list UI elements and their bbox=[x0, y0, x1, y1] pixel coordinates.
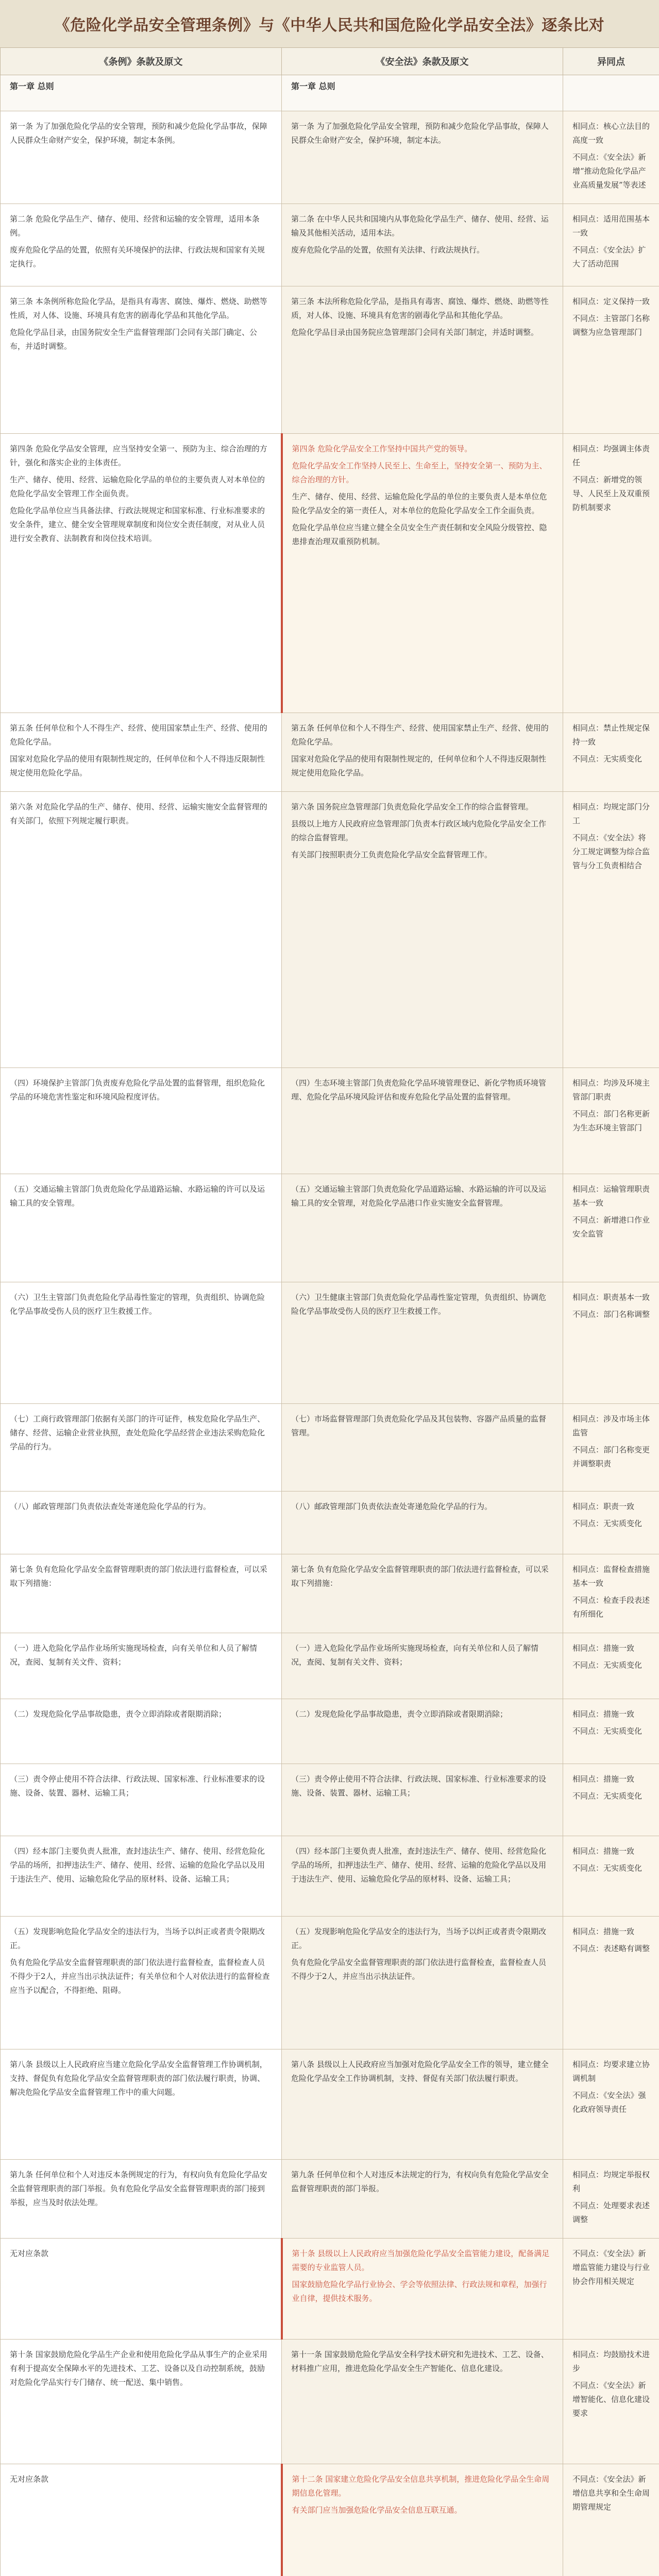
chapter-row bbox=[1, 75, 659, 111]
right-text: 不同点：无实质变化 bbox=[572, 1726, 643, 1736]
left-text: （七）工商行政管理部门依据有关部门的许可证件，核发危险化学品生产、储存、经营、运输企业营业执照，查处危险化学品经营企业违法采购危险化学品的行为。 bbox=[10, 1414, 265, 1451]
right-text: 不同点：主管部门名称调整为应急管理部门 bbox=[572, 314, 650, 337]
left-text: 第八条 县级以上人民政府应当建立危险化学品安全监督管理工作协调机制，支持、督促负有危险化学品安全监督管理职责的部门依法履行职责，协调、解决危险化学品安全监督管理工作中的重大问题。 bbox=[10, 2060, 267, 2097]
left-text: 危险化学品单位应当具备法律、行政法规规定和国家标准、行业标准要求的安全条件，建立、健全安全管理规章制度和岗位安全责任制度，对从业人员进行安全教育、法制教育和岗位技术培训。 bbox=[10, 506, 265, 543]
regulation-cell bbox=[1, 2239, 282, 2340]
regulation-cell bbox=[1, 2340, 282, 2464]
right-text: 相同点：措施一致 bbox=[572, 1709, 635, 1719]
difference-cell bbox=[563, 1282, 659, 1404]
regulation-cell bbox=[1, 1404, 282, 1492]
right-text: 不同点：无实质变化 bbox=[572, 1791, 643, 1801]
difference-cell bbox=[563, 2049, 659, 2160]
mid-text: （五）交通运输主管部门负责危险化学品道路运输、水路运输的许可以及运输工具的安全管理，对危险化学品港口作业实施安全监督管理。 bbox=[291, 1184, 547, 1208]
law-cell bbox=[282, 204, 563, 286]
header-regulation: 《条例》条款及原文 bbox=[1, 48, 282, 75]
law-cell bbox=[282, 1917, 563, 2049]
left-text: （六）卫生主管部门负责危险化学品毒性鉴定的管理，负责组织、协调危险化学品事故受伤人员的医疗卫生救援工作。 bbox=[10, 1293, 265, 1316]
difference-cell bbox=[563, 1633, 659, 1699]
mid-text: 生产、储存、使用、经营、运输危险化学品的单位的主要负责人是本单位危险化学品安全的第一责任人，对本单位的危险化学品安全工作全面负责。 bbox=[292, 492, 547, 515]
right-text: 不同点：《安全法》强化政府领导责任 bbox=[572, 2091, 646, 2114]
regulation-cell bbox=[1, 2049, 282, 2160]
comparison-table bbox=[0, 47, 659, 2576]
left-text: （八）邮政管理部门负责依法查处寄递危险化学品的行为。 bbox=[10, 1502, 211, 1511]
regulation-cell bbox=[1, 1554, 282, 1633]
comparison-row bbox=[1, 286, 659, 434]
right-text: 不同点：《安全法》新增信息共享和全生命周期管理规定 bbox=[572, 2475, 650, 2512]
left-text: （二）发现危险化学品事故隐患，责令立即消除或者限期消除； bbox=[10, 1709, 227, 1719]
mid-text: 第八条 县级以上人民政府应当加强对危险化学品安全工作的领导，建立健全危险化学品安全工作协调机制，支持、督促有关部门依法履行职责。 bbox=[291, 2060, 549, 2083]
mid-text: 第五条 任何单位和个人不得生产、经营、使用国家禁止生产、经营、使用的危险化学品。 bbox=[291, 723, 549, 747]
law-cell bbox=[282, 792, 563, 1068]
mid-text: 有关部门按照职责分工负责危险化学品安全监督管理工作。 bbox=[291, 850, 493, 859]
comparison-row bbox=[1, 1492, 659, 1554]
comparison-row bbox=[1, 2239, 659, 2340]
mid-text: （四）生态环境主管部门负责危险化学品环境管理登记、新化学物质环境管理、危险化学品环境风险评估和废弃危险化学品处置的监督管理。 bbox=[291, 1078, 547, 1101]
mid-text: 第九条 任何单位和个人对违反本法规定的行为，有权向负有危险化学品安全监督管理职责的部门举报。 bbox=[291, 2170, 549, 2193]
right-text: 相同点：涉及市场主体监管 bbox=[572, 1414, 650, 1437]
law-cell bbox=[282, 713, 563, 792]
right-text: 相同点：禁止性规定保持一致 bbox=[572, 723, 650, 747]
regulation-cell bbox=[1, 1764, 282, 1836]
header-differences: 异同点 bbox=[563, 48, 659, 75]
mid-text: （一）进入危险化学品作业场所实施现场检查，向有关单位和人员了解情况，查阅、复制有关文件、资料； bbox=[291, 1643, 539, 1667]
mid-text: 第七条 负有危险化学品安全监督管理职责的部门依法进行监督检查，可以采取下列措施： bbox=[291, 1565, 549, 1588]
right-text: 不同点：《安全法》新增监管能力建设与行业协会作用相关规定 bbox=[572, 2249, 650, 2286]
right-text: 不同点：《安全法》新增智能化、信息化建设要求 bbox=[572, 2381, 650, 2418]
left-text: 无对应条款 bbox=[10, 2249, 49, 2258]
comparison-row bbox=[1, 2340, 659, 2464]
regulation-cell bbox=[1, 286, 282, 434]
difference-cell bbox=[563, 1764, 659, 1836]
right-text: 不同点：部门名称更新为生态环境主管部门 bbox=[572, 1109, 650, 1132]
law-cell bbox=[282, 75, 563, 111]
left-text: 废弃危险化学品的处置，依照有关环境保护的法律、行政法规和国家有关规定执行。 bbox=[10, 245, 265, 268]
comparison-row bbox=[1, 1554, 659, 1633]
difference-cell bbox=[563, 204, 659, 286]
mid-text: 第二条 在中华人民共和国境内从事危险化学品生产、储存、使用、经营、运输及其他相关活动，适用本法。 bbox=[291, 214, 549, 238]
left-text: 第四条 危险化学品安全管理，应当坚持安全第一、预防为主、综合治理的方针，强化和落实企业的主体责任。 bbox=[10, 444, 267, 467]
law-cell bbox=[282, 1764, 563, 1836]
regulation-cell bbox=[1, 1699, 282, 1764]
right-text: 不同点：无实质变化 bbox=[572, 1660, 643, 1670]
law-cell bbox=[282, 2464, 563, 2576]
difference-cell bbox=[563, 1068, 659, 1174]
difference-cell bbox=[563, 1492, 659, 1554]
difference-cell bbox=[563, 286, 659, 434]
right-text: 不同点：表述略有调整 bbox=[572, 1944, 650, 1953]
comparison-row bbox=[1, 1836, 659, 1917]
page-title: 《危险化学品安全管理条例》与《中华人民共和国危险化学品安全法》逐条比对 bbox=[0, 0, 659, 47]
right-text: 相同点：措施一致 bbox=[572, 1927, 635, 1936]
left-text: 第十条 国家鼓励危险化学品生产企业和使用危险化学品从事生产的企业采用有利于提高安全保障水平的先进技术、工艺、设备以及自动控制系统，鼓励对危险化学品实行专门储存、统一配送、集中销售。 bbox=[10, 2350, 267, 2387]
regulation-cell bbox=[1, 1068, 282, 1174]
left-text: （四）环境保护主管部门负责废弃危险化学品处置的监督管理，组织危险化学品的环境危害性鉴定和环境风险程度评估。 bbox=[10, 1078, 265, 1101]
regulation-cell bbox=[1, 1917, 282, 2049]
comparison-row bbox=[1, 204, 659, 286]
difference-cell bbox=[563, 1174, 659, 1282]
left-text: （三）责令停止使用不符合法律、行政法规、国家标准、行业标准要求的设施、设备、装置、器材、运输工具； bbox=[10, 1774, 265, 1798]
comparison-row bbox=[1, 2464, 659, 2576]
mid-text: 危险化学品目录由国务院应急管理部门会同有关部门制定，并适时调整。 bbox=[291, 328, 539, 337]
right-text: 不同点：新增党的领导、人民至上及双重预防机制要求 bbox=[572, 475, 650, 512]
regulation-cell bbox=[1, 1492, 282, 1554]
law-cell bbox=[282, 286, 563, 434]
right-text: 不同点：无实质变化 bbox=[572, 1863, 643, 1873]
law-cell bbox=[282, 2049, 563, 2160]
mid-text: 第十一条 国家鼓励危险化学品安全科学技术研究和先进技术、工艺、设备、材料推广应用，推进危险化学品安全生产智能化、信息化建设。 bbox=[291, 2350, 549, 2373]
difference-cell bbox=[563, 111, 659, 204]
law-cell bbox=[282, 2340, 563, 2464]
comparison-row bbox=[1, 1404, 659, 1492]
comparison-row bbox=[1, 434, 659, 713]
mid-text: 第十条 县级以上人民政府应当加强危险化学品安全监管能力建设，配备满足需要的专业监管人员。 bbox=[292, 2249, 550, 2272]
left-text: 第七条 负有危险化学品安全监督管理职责的部门依法进行监督检查，可以采取下列措施： bbox=[10, 1565, 267, 1588]
regulation-cell bbox=[1, 713, 282, 792]
mid-text: （七）市场监督管理部门负责危险化学品及其包装物、容器产品质量的监督管理。 bbox=[291, 1414, 547, 1437]
mid-text: 第三条 本法所称危险化学品，是指具有毒害、腐蚀、爆炸、燃烧、助燃等性质，对人体、设施、环境具有危害的剧毒化学品和其他化学品。 bbox=[291, 297, 549, 320]
difference-cell bbox=[563, 1836, 659, 1917]
right-text: 相同点：核心立法目的高度一致 bbox=[572, 122, 650, 145]
law-cell bbox=[282, 1404, 563, 1492]
difference-cell bbox=[563, 434, 659, 713]
right-text: 相同点：均规定举报权利 bbox=[572, 2170, 650, 2193]
mid-text: （六）卫生健康主管部门负责危险化学品毒性鉴定管理，负责组织、协调危险化学品事故受伤人员的医疗卫生救援工作。 bbox=[291, 1293, 547, 1316]
right-text: 相同点：措施一致 bbox=[572, 1774, 635, 1784]
mid-text: 第一条 为了加强危险化学品安全管理，预防和减少危险化学品事故，保障人民群众生命财产安全，保护环境，制定本法。 bbox=[291, 122, 549, 145]
difference-cell bbox=[563, 1917, 659, 2049]
comparison-row bbox=[1, 1282, 659, 1404]
left-text: 危险化学品目录，由国务院安全生产监督管理部门会同有关部门确定、公布，并适时调整。 bbox=[10, 328, 258, 351]
right-text: 相同点：职责基本一致 bbox=[572, 1293, 650, 1302]
mid-text: 第六条 国务院应急管理部门负责危险化学品安全工作的综合监督管理。 bbox=[291, 802, 533, 811]
left-text: （四）经本部门主要负责人批准，查封违法生产、储存、使用、经营危险化学品的场所，扣押违法生产、储存、使用、经营、运输的危险化学品以及用于违法生产、使用、运输危险化学品的原材料、设备、运输工具； bbox=[10, 1846, 265, 1884]
comparison-row bbox=[1, 1699, 659, 1764]
comparison-row bbox=[1, 2049, 659, 2160]
right-text: 相同点：监督检查措施基本一致 bbox=[572, 1565, 650, 1588]
regulation-cell bbox=[1, 1836, 282, 1917]
right-text: 不同点：新增港口作业安全监管 bbox=[572, 1215, 650, 1239]
right-text: 相同点：均要求建立协调机制 bbox=[572, 2060, 650, 2083]
regulation-cell bbox=[1, 1633, 282, 1699]
law-cell bbox=[282, 1492, 563, 1554]
left-text: 国家对危险化学品的使用有限制性规定的，任何单位和个人不得违反限制性规定使用危险化学品。 bbox=[10, 754, 265, 777]
law-cell bbox=[282, 111, 563, 204]
right-text: 不同点：《安全法》扩大了活动范围 bbox=[572, 245, 646, 268]
right-text: 相同点：定义保持一致 bbox=[572, 297, 650, 306]
left-text: 第五条 任何单位和个人不得生产、经营、使用国家禁止生产、经营、使用的危险化学品。 bbox=[10, 723, 267, 747]
table-body bbox=[1, 75, 659, 2576]
right-text: 不同点：部门名称调整 bbox=[572, 1310, 650, 1319]
law-cell bbox=[282, 1836, 563, 1917]
comparison-row bbox=[1, 1764, 659, 1836]
comparison-row bbox=[1, 2160, 659, 2239]
law-cell bbox=[282, 1699, 563, 1764]
mid-text: （四）经本部门主要负责人批准，查封违法生产、储存、使用、经营危险化学品的场所，扣押违法生产、储存、使用、经营、运输的危险化学品以及用于违法生产、使用、运输危险化学品的原材料、设备、运输工具； bbox=[291, 1846, 547, 1884]
law-cell bbox=[282, 1633, 563, 1699]
mid-text: （三）责令停止使用不符合法律、行政法规、国家标准、行业标准要求的设施、设备、装置、器材、运输工具； bbox=[291, 1774, 547, 1798]
mid-text: 第四条 危险化学品安全工作坚持中国共产党的领导。 bbox=[292, 444, 472, 453]
left-text: 第九条 任何单位和个人对违反本条例规定的行为，有权向负有危险化学品安全监督管理职责的部门举报。负有危险化学品安全监督管理职责的部门接到举报，应当及时依法处理。 bbox=[10, 2170, 267, 2207]
left-text: 负有危险化学品安全监督管理职责的部门依法进行监督检查，监督检查人员不得少于2人，并应当出示执法证件；有关单位和个人对依法进行的监督检查应当予以配合，不得拒绝、阻碍。 bbox=[10, 1958, 270, 1995]
right-text: 相同点：均规定部门分工 bbox=[572, 802, 650, 825]
right-text: 不同点：《安全法》将分工规定调整为综合监管与分工负责相结合 bbox=[572, 833, 650, 870]
right-text: 不同点：处理要求表述调整 bbox=[572, 2201, 650, 2224]
mid-text: 第十二条 国家建立危险化学品安全信息共享机制，推进危险化学品全生命周期信息化管理。 bbox=[292, 2475, 550, 2498]
law-cell bbox=[282, 2239, 563, 2340]
difference-cell bbox=[563, 1404, 659, 1492]
difference-cell bbox=[563, 2160, 659, 2239]
left-text: （一）进入危险化学品作业场所实施现场检查，向有关单位和人员了解情况，查阅、复制有关文件、资料； bbox=[10, 1643, 258, 1667]
difference-cell bbox=[563, 2239, 659, 2340]
right-text: 不同点：《安全法》新增“推动危险化学品产业高质量发展”等表述 bbox=[572, 152, 646, 190]
right-text: 相同点：均鼓励技术进步 bbox=[572, 2350, 650, 2373]
regulation-cell bbox=[1, 1282, 282, 1404]
regulation-cell bbox=[1, 2160, 282, 2239]
regulation-cell bbox=[1, 1174, 282, 1282]
difference-cell bbox=[563, 713, 659, 792]
comparison-row bbox=[1, 1917, 659, 2049]
comparison-row bbox=[1, 1633, 659, 1699]
comparison-row bbox=[1, 792, 659, 1068]
left-text: 生产、储存、使用、经营、运输危险化学品的单位的主要负责人对本单位的危险化学品安全管理工作全面负责。 bbox=[10, 475, 265, 498]
regulation-cell bbox=[1, 111, 282, 204]
right-text: 相同点：适用范围基本一致 bbox=[572, 214, 650, 238]
mid-text: 国家对危险化学品的使用有限制性规定的，任何单位和个人不得违反限制性规定使用危险化学品。 bbox=[291, 754, 547, 777]
mid-text: 有关部门应当加强危险化学品安全信息互联互通。 bbox=[292, 2505, 462, 2515]
difference-cell bbox=[563, 1699, 659, 1764]
mid-text: 危险化学品安全工作坚持人民至上、生命至上，坚持安全第一、预防为主、综合治理的方针。 bbox=[292, 461, 547, 484]
comparison-row bbox=[1, 713, 659, 792]
law-cell bbox=[282, 1174, 563, 1282]
right-text: 相同点：职责一致 bbox=[572, 1502, 635, 1511]
law-cell bbox=[282, 1068, 563, 1174]
mid-text: 废弃危险化学品的处置，依照有关法律、行政法规执行。 bbox=[291, 245, 485, 255]
right-text: 相同点：运输管理职责基本一致 bbox=[572, 1184, 650, 1208]
regulation-cell bbox=[1, 792, 282, 1068]
regulation-cell bbox=[1, 434, 282, 713]
difference-cell bbox=[563, 2464, 659, 2576]
left-text: 第一条 为了加强危险化学品的安全管理，预防和减少危险化学品事故，保障人民群众生命财产安全，保护环境，制定本条例。 bbox=[10, 122, 267, 145]
table-header-row bbox=[1, 48, 659, 75]
difference-cell bbox=[563, 792, 659, 1068]
law-cell bbox=[282, 2160, 563, 2239]
mid-text: （五）发现影响危险化学品安全的违法行为，当场予以纠正或者责令限期改正。 bbox=[291, 1927, 547, 1950]
mid-text: 危险化学品单位应当建立健全全员安全生产责任制和安全风险分级管控、隐患排查治理双重预防机制。 bbox=[292, 523, 547, 546]
header-law: 《安全法》条款及原文 bbox=[282, 48, 563, 75]
regulation-cell bbox=[1, 2464, 282, 2576]
mid-text: 负有危险化学品安全监督管理职责的部门依法进行监督检查，监督检查人员不得少于2人，并应当出示执法证件。 bbox=[291, 1958, 547, 1981]
mid-text: 国家鼓励危险化学品行业协会、学会等依照法律、行政法规和章程，加强行业自律，提供技术服务。 bbox=[292, 2280, 547, 2303]
comparison-row bbox=[1, 1174, 659, 1282]
right-text: 不同点：检查手段表述有所细化 bbox=[572, 1596, 650, 1619]
left-text: 第三条 本条例所称危险化学品，是指具有毒害、腐蚀、爆炸、燃烧、助燃等性质，对人体、设施、环境具有危害的剧毒化学品和其他化学品。 bbox=[10, 297, 267, 320]
left-text: 第六条 对危险化学品的生产、储存、使用、经营、运输实施安全监督管理的有关部门，依照下列规定履行职责。 bbox=[10, 802, 267, 825]
chapter-label: 第一章 总则 bbox=[10, 81, 54, 91]
left-text: 第二条 危险化学品生产、储存、使用、经营和运输的安全管理，适用本条例。 bbox=[10, 214, 260, 238]
chapter-label: 第一章 总则 bbox=[291, 81, 335, 91]
regulation-cell bbox=[1, 204, 282, 286]
right-text: 相同点：措施一致 bbox=[572, 1643, 635, 1653]
right-text: 相同点：均强调主体责任 bbox=[572, 444, 650, 467]
left-text: 无对应条款 bbox=[10, 2475, 49, 2484]
regulation-cell bbox=[1, 75, 282, 111]
mid-text: 县级以上地方人民政府应急管理部门负责本行政区域内危险化学品安全工作的综合监督管理。 bbox=[291, 819, 547, 842]
right-text: 相同点：均涉及环境主管部门职责 bbox=[572, 1078, 650, 1101]
mid-text: （八）邮政管理部门负责依法查处寄递危险化学品的行为。 bbox=[291, 1502, 493, 1511]
comparison-row bbox=[1, 111, 659, 204]
law-cell bbox=[282, 434, 563, 713]
law-cell bbox=[282, 1554, 563, 1633]
right-text: 相同点：措施一致 bbox=[572, 1846, 635, 1856]
law-cell bbox=[282, 1282, 563, 1404]
right-text: 不同点：部门名称变更并调整职责 bbox=[572, 1445, 650, 1468]
right-text: 不同点：无实质变化 bbox=[572, 1519, 643, 1528]
mid-text: （二）发现危险化学品事故隐患，责令立即消除或者限期消除； bbox=[291, 1709, 508, 1719]
left-text: （五）发现影响危险化学品安全的违法行为，当场予以纠正或者责令限期改正。 bbox=[10, 1927, 265, 1950]
difference-cell bbox=[563, 1554, 659, 1633]
comparison-row bbox=[1, 1068, 659, 1174]
difference-cell bbox=[563, 75, 659, 111]
right-text: 不同点：无实质变化 bbox=[572, 754, 643, 764]
left-text: （五）交通运输主管部门负责危险化学品道路运输、水路运输的许可以及运输工具的安全管理。 bbox=[10, 1184, 265, 1208]
difference-cell bbox=[563, 2340, 659, 2464]
